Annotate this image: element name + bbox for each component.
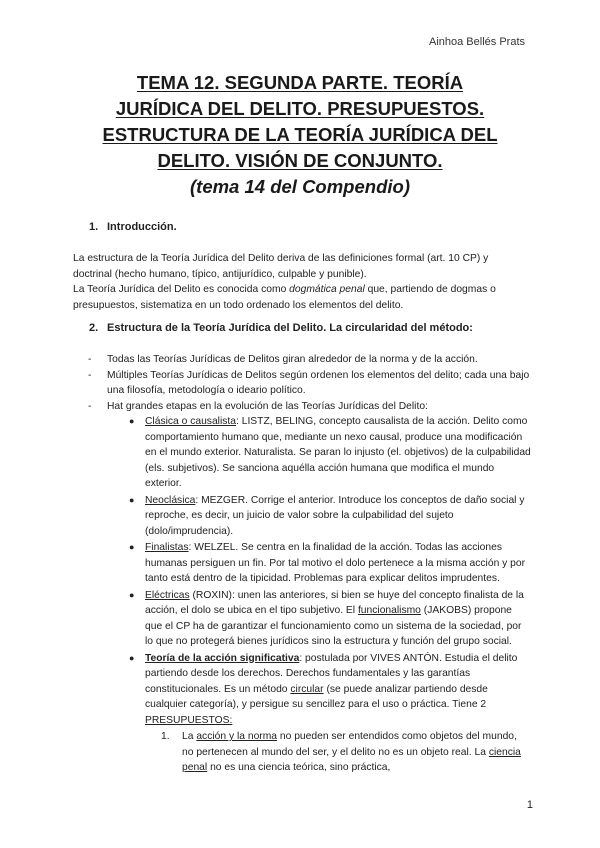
bullet-item-neoclasica [73,493,531,540]
bullet-item-finalistas [73,540,531,587]
section-1-heading [89,221,177,233]
term-finalistas: Finalistas [145,542,189,553]
bullet-5-text-a: : postulada por VIVES ANTÓN. Estudia el delito partiendo desde los derechos. Derechos fundamentales y las garantías constitucionales. Es un método [145,652,518,695]
bullet-4-text-a: (ROXIN): unen las anteriores, si bien se huye del concepto finalista de la acción, el dolo se ubica en el tipo subjetivo. El [145,589,524,616]
numbered-text-c: no es una ciencia teórica, sino práctica, [207,762,391,773]
numbered-item-1 [73,729,531,776]
bullet-2-text: : MEZGER. Corrige el anterior. Introduce los conceptos de daño social y reproche, es decir, un juicio de valor sobre la culpabilidad del sujeto (dolo/imprudencia). [145,494,525,537]
bullet-item-electricas [73,588,531,650]
section-1-paragraph-1: La estructura de la Teoría Jurídica del Delito deriva de las definiciones formal (art. 10 CP) y doctrinal (hecho humano, típico, antijurídico, culpable y punible). [73,253,489,280]
term-neoclasica: Neoclásica [145,494,196,506]
title-line-3: ESTRUCTURA DE LA TEORÍA JURÍDICA DEL [102,124,498,145]
numbered-item-number: 1. [161,731,170,742]
author-name: Ainhoa Bellés Prats [429,36,525,48]
term-presupuestos: PRESUPUESTOS: [145,714,233,726]
numbered-text-a: La [182,731,197,742]
bullet-3-text: : WELZEL. Se centra en la finalidad de la acción. Todas las acciones humanas persiguen un fin. Por tal motivo el dolo pertenece a la misma acción y por tanto está dentro de la tipicidad. Problemas para explicar delitos imprudentes. [145,542,526,584]
title-line-1: TEMA 12. SEGUNDA PARTE. TEORÍA [136,72,464,93]
page-title [74,70,526,200]
bullet-5-text-b: (se puede analizar partiendo desde cualquier categoría), y persigue su sencillez para el uso o práctica. Tiene 2 [145,683,488,710]
term-funcionalismo: funcionalismo [357,605,421,616]
term-accion-significativa: Teoría de la acción significativa [145,652,300,664]
bullet-icon: ● [129,652,135,663]
list-item: - Hat grandes etapas en la evolución de las Teorías Jurídicas del Delito: [88,400,428,412]
bullet-icon: ● [129,416,135,426]
list-item: - Todas las Teorías Jurídicas de Delitos giran alrededor de la norma y de la acción. [88,354,478,365]
p2-text-a: La Teoría Jurídica del Delito es conocida como [73,284,290,295]
term-accion-norma: acción y la norma [196,731,278,742]
section-2-number: 2. [89,322,99,334]
list-item: - Múltiples Teorías Jurídicas de Delitos según ordenen los elementos del delito; cada una bajo una filosofía, metodología o ideario político. [88,369,530,396]
bullet-item-accion-significativa [73,651,531,729]
dash-item-3-text: Hat grandes etapas en la evolución de las Teorías Jurídicas del Delito: [107,400,428,412]
page-number: 1 [526,799,533,811]
term-ciencia-penal: ciencia penal [182,746,521,773]
section-1-paragraph-2 [73,282,528,313]
term-electricas: Eléctricas [145,589,190,601]
section-2-list [73,352,531,776]
bullet-icon: ● [129,494,135,505]
title-subtitle: (tema 14 del Compendio) [190,176,410,197]
section-2-title: Estructura de la Teoría Jurídica del Delito. La circularidad del método: [107,322,473,334]
bullet-item-clasica [73,414,531,492]
section-1-number: 1. [89,221,99,233]
section-2-heading [89,322,473,334]
bullet-4-text-b: (JAKOBS) propone que el CP ha de garantizar el funcionamiento como un sistema de la sociedad, por lo que no protegerá bienes jurídicos sino la estructura y función del grupo social. [145,605,522,647]
dash-item-1-text: Todas las Teorías Jurídicas de Delitos giran alrededor de la norma y de la acción. [107,354,478,365]
bullet-icon: ● [129,589,135,600]
bullet-icon: ● [129,542,135,552]
title-line-2: JURÍDICA DEL DELITO. PRESUPUESTOS. [115,98,485,119]
term-circular: circular [290,683,324,695]
bullet-1-text: : LISTZ, BELING, concepto causalista de la acción. Delito como comportamiento humano que, mediante un nexo causal, produce una modificación en el mundo exterior. Naturalista. Se paran lo injusto (el. objetivos) de la culpabilidad (els. subjetivos). Se sanciona aquélla acción humana que modifica el mundo exterior. [145,416,531,489]
section-1-title: Introducción. [107,221,177,233]
p2-emphasis: dogmática penal [289,284,365,295]
dash-item-2-text: Múltiples Teorías Jurídicas de Delitos según ordenen los elementos del delito; cada una bajo una filosofía, metodología o ideario político. [107,369,530,396]
p2-text-b: que, partiendo de dogmas o presupuestos, sistematiza en un todo ordenado los elementos del delito. [73,284,496,311]
numbered-text-b: no pueden ser entendidos como objetos del mundo, no pertenecen al mundo del ser, y el delito no es un objeto real. La [182,731,517,758]
term-clasica: Clásica o causalista [145,416,236,427]
title-line-4: DELITO. VISIÓN DE CONJUNTO. [157,150,443,171]
